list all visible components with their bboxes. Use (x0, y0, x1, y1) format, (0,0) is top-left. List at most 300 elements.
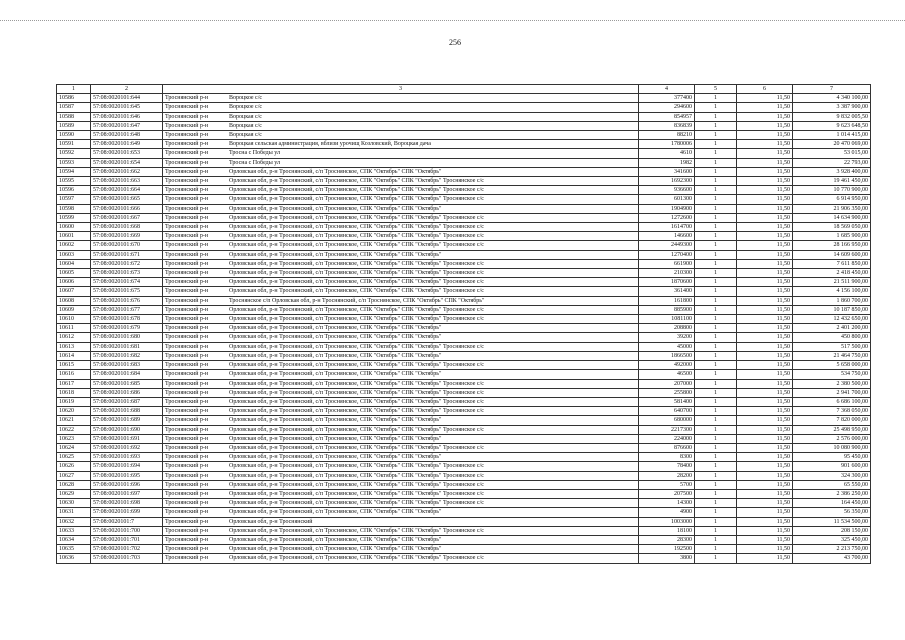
address-cell (163, 508, 639, 517)
table-row (57, 195, 871, 204)
table-row (57, 177, 871, 186)
district-label: Троснянский р-н (165, 168, 209, 175)
rate-cell: 11,50 (737, 471, 793, 480)
row-number-cell: 10620 (57, 407, 91, 416)
table-row (57, 204, 871, 213)
area-cell: 1692300 (639, 177, 695, 186)
location-text: Орловская обл, р-н Троснянский, с/п Троснянское, СПК "Октябрь" СПК "Октябрь" (229, 417, 442, 424)
row-number-cell: 10612 (57, 333, 91, 342)
coefficient-cell: 1 (695, 232, 737, 241)
cadastral-number-cell: 57:08:0020101:677 (91, 305, 163, 314)
coefficient-cell: 1 (695, 517, 737, 526)
coefficient-cell: 1 (695, 407, 737, 416)
location-text: Орловская обл, р-н Троснянский, с/п Троснянское, СПК "Октябрь" СПК "Октябрь" Троснянское с/с (229, 270, 484, 277)
row-number-cell: 10596 (57, 186, 91, 195)
district-label: Троснянский р-н (165, 279, 209, 286)
row-number-cell: 10636 (57, 554, 91, 563)
coefficient-cell: 1 (695, 241, 737, 250)
cadastral-value-cell: 10 187 850,00 (793, 305, 871, 314)
address-cell (163, 223, 639, 232)
rate-cell: 11,50 (737, 149, 793, 158)
district-label: Троснянский р-н (165, 104, 209, 111)
table-row (57, 499, 871, 508)
cadastral-value-cell: 18 569 050,00 (793, 223, 871, 232)
row-number-cell: 10609 (57, 305, 91, 314)
area-cell: 255800 (639, 388, 695, 397)
district-label: Троснянский р-н (165, 481, 209, 488)
row-number-cell: 10589 (57, 121, 91, 130)
row-number-cell: 10627 (57, 471, 91, 480)
location-text: Орловская обл, р-н Троснянский, с/п Троснянское, СПК "Октябрь" СПК "Октябрь" Троснянское с/с (229, 233, 484, 240)
rate-cell: 11,50 (737, 407, 793, 416)
address-cell (163, 204, 639, 213)
coefficient-cell: 1 (695, 103, 737, 112)
row-number-cell: 10628 (57, 480, 91, 489)
cadastral-number-cell: 57:08:0020101:649 (91, 140, 163, 149)
cadastral-number-cell: 57:08:0020101:7 (91, 517, 163, 526)
rate-cell: 11,50 (737, 103, 793, 112)
address-cell (163, 287, 639, 296)
cadastral-value-cell: 6 914 950,00 (793, 195, 871, 204)
area-cell: 45000 (639, 342, 695, 351)
area-cell: 294600 (639, 103, 695, 112)
table-row (57, 370, 871, 379)
rate-cell: 11,50 (737, 177, 793, 186)
table-row (57, 305, 871, 314)
row-number-cell: 10604 (57, 259, 91, 268)
address-cell (163, 324, 639, 333)
cadastral-number-cell: 57:08:0020101:685 (91, 379, 163, 388)
rate-cell: 11,50 (737, 131, 793, 140)
table-row (57, 535, 871, 544)
cadastral-value-cell: 1 860 700,00 (793, 296, 871, 305)
row-number-cell: 10611 (57, 324, 91, 333)
coefficient-cell: 1 (695, 167, 737, 176)
district-label: Троснянский р-н (165, 362, 209, 369)
location-text: Орловская обл, р-н Троснянский, с/п Троснянское, СПК "Октябрь" СПК "Октябрь" Троснянское с/с (229, 500, 484, 507)
table-row (57, 397, 871, 406)
district-label: Троснянский р-н (165, 187, 209, 194)
cadastral-value-cell: 20 470 069,00 (793, 140, 871, 149)
rate-cell: 11,50 (737, 305, 793, 314)
coefficient-cell: 1 (695, 204, 737, 213)
area-cell: 936600 (639, 186, 695, 195)
cadastral-number-cell: 57:08:0020101:644 (91, 94, 163, 103)
address-cell (163, 131, 639, 140)
coefficient-cell: 1 (695, 508, 737, 517)
cadastral-number-cell: 57:08:0020101:666 (91, 204, 163, 213)
table-row (57, 388, 871, 397)
address-cell (163, 499, 639, 508)
location-text: Орловская обл, р-н Троснянский, с/п Троснянское, СПК "Октябрь" СПК "Октябрь" (229, 205, 442, 212)
address-cell (163, 149, 639, 158)
cadastral-number-cell: 57:08:0020101:687 (91, 397, 163, 406)
cadastral-value-cell: 2 941 700,00 (793, 388, 871, 397)
cadastral-value-cell: 2 213 750,00 (793, 545, 871, 554)
table-row (57, 425, 871, 434)
rate-cell: 11,50 (737, 287, 793, 296)
area-cell: 1614700 (639, 223, 695, 232)
cadastral-number-cell: 57:08:0020101:683 (91, 361, 163, 370)
cadastral-number-cell: 57:08:0020101:668 (91, 223, 163, 232)
area-cell: 341600 (639, 167, 695, 176)
area-cell: 8300 (639, 453, 695, 462)
cadastral-value-cell: 14 634 900,00 (793, 213, 871, 222)
table-row (57, 351, 871, 360)
location-text: Вороцкая с/с (229, 132, 262, 139)
cadastral-value-cell: 1 685 900,00 (793, 232, 871, 241)
address-cell (163, 416, 639, 425)
address-cell (163, 167, 639, 176)
address-cell (163, 269, 639, 278)
location-text: Орловская обл, р-н Троснянский, с/п Троснянское, СПК "Октябрь" СПК "Октябрь" Троснянское с/с (229, 187, 484, 194)
row-number-cell: 10634 (57, 535, 91, 544)
coefficient-cell: 1 (695, 296, 737, 305)
rate-cell: 11,50 (737, 453, 793, 462)
district-label: Троснянский р-н (165, 224, 209, 231)
area-cell: 192500 (639, 545, 695, 554)
cadastral-number-cell: 57:08:0020101:662 (91, 167, 163, 176)
address-cell (163, 545, 639, 554)
rate-cell: 11,50 (737, 278, 793, 287)
district-label: Троснянский р-н (165, 454, 209, 461)
location-text: Орловская обл, р-н Троснянский, с/п Троснянское, СПК "Октябрь" СПК "Октябрь" Троснянское с/с (229, 380, 484, 387)
coefficient-cell: 1 (695, 443, 737, 452)
coefficient-cell: 1 (695, 388, 737, 397)
table-row (57, 103, 871, 112)
table-row (57, 333, 871, 342)
address-cell (163, 517, 639, 526)
district-label: Троснянский р-н (165, 472, 209, 479)
address-cell (163, 112, 639, 121)
table-row (57, 269, 871, 278)
address-cell (163, 94, 639, 103)
rate-cell: 11,50 (737, 250, 793, 259)
coefficient-cell: 1 (695, 462, 737, 471)
address-cell (163, 425, 639, 434)
table-row (57, 232, 871, 241)
address-cell (163, 140, 639, 149)
coefficient-cell: 1 (695, 305, 737, 314)
table-row (57, 250, 871, 259)
rate-cell: 11,50 (737, 554, 793, 563)
address-cell (163, 535, 639, 544)
row-number-cell: 10631 (57, 508, 91, 517)
cadastral-value-cell: 2 576 000,00 (793, 434, 871, 443)
cadastral-number-cell: 57:08:0020101:671 (91, 250, 163, 259)
location-text: Вороцкая сельская администрация, вблизи урочищ Козловский, Вороцкая дача (229, 141, 431, 148)
row-number-cell: 10615 (57, 361, 91, 370)
coefficient-cell: 1 (695, 158, 737, 167)
coefficient-cell: 1 (695, 186, 737, 195)
district-label: Троснянский р-н (165, 398, 209, 405)
location-text: Орловская обл, р-н Троснянский, с/п Троснянское, СПК "Октябрь" СПК "Октябрь" (229, 334, 442, 341)
area-cell: 224000 (639, 434, 695, 443)
rate-cell: 11,50 (737, 241, 793, 250)
table-row (57, 259, 871, 268)
location-text: Орловская обл, р-н Троснянский, с/п Троснянское, СПК "Октябрь" СПК "Октябрь" Троснянское с/с (229, 472, 484, 479)
coefficient-cell: 1 (695, 259, 737, 268)
row-number-cell: 10607 (57, 287, 91, 296)
coefficient-cell: 1 (695, 278, 737, 287)
row-number-cell: 10610 (57, 315, 91, 324)
cadastral-number-cell: 57:08:0020101:680 (91, 333, 163, 342)
coefficient-cell: 1 (695, 333, 737, 342)
address-cell (163, 333, 639, 342)
cadastral-value-cell: 7 611 850,00 (793, 259, 871, 268)
row-number-cell: 10616 (57, 370, 91, 379)
area-cell: 5700 (639, 480, 695, 489)
rate-cell: 11,50 (737, 517, 793, 526)
row-number-cell: 10626 (57, 462, 91, 471)
coefficient-cell: 1 (695, 269, 737, 278)
rate-cell: 11,50 (737, 480, 793, 489)
rate-cell: 11,50 (737, 232, 793, 241)
table-row (57, 112, 871, 121)
row-number-cell: 10588 (57, 112, 91, 121)
address-cell (163, 232, 639, 241)
location-text: Орловская обл, р-н Троснянский, с/п Троснянское, СПК "Октябрь" СПК "Октябрь" Троснянское с/с (229, 555, 484, 562)
cadastral-number-cell: 57:08:0020101:679 (91, 324, 163, 333)
location-text: Орловская обл, р-н Троснянский, с/п Троснянское, СПК "Октябрь" СПК "Октябрь" (229, 352, 442, 359)
district-label: Троснянский р-н (165, 297, 209, 304)
address-cell (163, 158, 639, 167)
address-cell (163, 388, 639, 397)
cadastral-number-cell: 57:08:0020101:665 (91, 195, 163, 204)
area-cell: 2449300 (639, 241, 695, 250)
cadastral-value-cell: 28 166 950,00 (793, 241, 871, 250)
cadastral-number-cell: 57:08:0020101:696 (91, 480, 163, 489)
district-label: Троснянский р-н (165, 159, 209, 166)
location-text: Орловская обл, р-н Троснянский, с/п Троснянское, СПК "Октябрь" СПК "Октябрь" Троснянское с/с (229, 389, 484, 396)
coefficient-cell: 1 (695, 223, 737, 232)
cadastral-value-table (56, 84, 871, 564)
row-number-cell: 10618 (57, 388, 91, 397)
cadastral-value-cell: 12 432 650,00 (793, 315, 871, 324)
coefficient-cell: 1 (695, 370, 737, 379)
row-number-cell: 10613 (57, 342, 91, 351)
address-cell (163, 241, 639, 250)
header-row (57, 85, 871, 94)
address-cell (163, 554, 639, 563)
row-number-cell: 10606 (57, 278, 91, 287)
location-text: Орловская обл, р-н Троснянский, с/п Троснянское, СПК "Октябрь" СПК "Октябрь" Троснянское с/с (229, 426, 484, 433)
cadastral-number-cell: 57:08:0020101:681 (91, 342, 163, 351)
cadastral-number-cell: 57:08:0020101:667 (91, 213, 163, 222)
cadastral-value-cell: 1 014 415,00 (793, 131, 871, 140)
area-cell: 4610 (639, 149, 695, 158)
cadastral-number-cell: 57:08:0020101:669 (91, 232, 163, 241)
area-cell: 208800 (639, 324, 695, 333)
table-row (57, 167, 871, 176)
location-text: Вороцкое с/с (229, 104, 263, 111)
rate-cell: 11,50 (737, 499, 793, 508)
coefficient-cell: 1 (695, 315, 737, 324)
district-label: Троснянский р-н (165, 536, 209, 543)
cadastral-number-cell: 57:08:0020101:684 (91, 370, 163, 379)
table-row (57, 517, 871, 526)
cadastral-number-cell: 57:08:0020101:699 (91, 508, 163, 517)
area-cell: 581400 (639, 397, 695, 406)
row-number-cell: 10599 (57, 213, 91, 222)
row-number-cell: 10605 (57, 269, 91, 278)
location-text: Орловская обл, р-н Троснянский, с/п Троснянское, СПК "Октябрь" СПК "Октябрь" (229, 536, 442, 543)
cadastral-number-cell: 57:08:0020101:678 (91, 315, 163, 324)
header-cell-3: 3 (163, 85, 639, 94)
rate-cell: 11,50 (737, 259, 793, 268)
coefficient-cell: 1 (695, 379, 737, 388)
coefficient-cell: 1 (695, 480, 737, 489)
row-number-cell: 10630 (57, 499, 91, 508)
area-cell: 146600 (639, 232, 695, 241)
scan-edge-line (0, 20, 905, 23)
cadastral-value-cell: 10 080 900,00 (793, 443, 871, 452)
rate-cell: 11,50 (737, 397, 793, 406)
rate-cell: 11,50 (737, 333, 793, 342)
district-label: Троснянский р-н (165, 113, 209, 120)
coefficient-cell: 1 (695, 416, 737, 425)
cadastral-number-cell: 57:08:0020101:672 (91, 259, 163, 268)
row-number-cell: 10633 (57, 526, 91, 535)
district-label: Троснянский р-н (165, 141, 209, 148)
address-cell (163, 480, 639, 489)
location-text: Орловская обл, р-н Троснянский, с/п Троснянское, СПК "Октябрь" СПК "Октябрь" Троснянское с/с (229, 362, 484, 369)
row-number-cell: 10587 (57, 103, 91, 112)
rate-cell: 11,50 (737, 324, 793, 333)
district-label: Троснянский р-н (165, 122, 209, 129)
table-row (57, 471, 871, 480)
location-text: Орловская обл, р-н Троснянский, с/п Троснянское, СПК "Октябрь" СПК "Октябрь" Троснянское с/с (229, 178, 484, 185)
rate-cell: 11,50 (737, 351, 793, 360)
cadastral-number-cell: 57:08:0020101:693 (91, 453, 163, 462)
table-body (57, 94, 871, 563)
area-cell: 1003000 (639, 517, 695, 526)
district-label: Троснянский р-н (165, 371, 209, 378)
district-label: Троснянский р-н (165, 178, 209, 185)
table-row (57, 287, 871, 296)
row-number-cell: 10608 (57, 296, 91, 305)
cadastral-number-cell: 57:08:0020101:645 (91, 103, 163, 112)
table-row (57, 342, 871, 351)
location-text: Вороцкая с/с (229, 113, 262, 120)
location-text: Орловская обл, р-н Троснянский, с/п Троснянское, СПК "Октябрь" СПК "Октябрь" Троснянское с/с (229, 288, 484, 295)
address-cell (163, 186, 639, 195)
area-cell: 876600 (639, 443, 695, 452)
district-label: Троснянский р-н (165, 518, 209, 525)
district-label: Троснянский р-н (165, 408, 209, 415)
district-label: Троснянский р-н (165, 463, 209, 470)
area-cell: 1904900 (639, 204, 695, 213)
cadastral-number-cell: 57:08:0020101:697 (91, 489, 163, 498)
coefficient-cell: 1 (695, 453, 737, 462)
coefficient-cell: 1 (695, 471, 737, 480)
coefficient-cell: 1 (695, 397, 737, 406)
rate-cell: 11,50 (737, 434, 793, 443)
table-row (57, 278, 871, 287)
table-row (57, 223, 871, 232)
cadastral-value-cell: 65 550,00 (793, 480, 871, 489)
cadastral-value-cell: 4 156 100,00 (793, 287, 871, 296)
rate-cell: 11,50 (737, 140, 793, 149)
cadastral-number-cell: 57:08:0020101:646 (91, 112, 163, 121)
table-row (57, 186, 871, 195)
rate-cell: 11,50 (737, 416, 793, 425)
cadastral-value-cell: 450 800,00 (793, 333, 871, 342)
location-text: Орловская обл, р-н Троснянский, с/п Троснянское, СПК "Октябрь" СПК "Октябрь" Троснянское с/с (229, 463, 484, 470)
cadastral-value-cell: 164 450,00 (793, 499, 871, 508)
cadastral-number-cell: 57:08:0020101:675 (91, 287, 163, 296)
cadastral-number-cell: 57:08:0020101:670 (91, 241, 163, 250)
area-cell: 207000 (639, 379, 695, 388)
cadastral-number-cell: 57:08:0020101:676 (91, 296, 163, 305)
cadastral-value-cell: 11 534 500,00 (793, 517, 871, 526)
cadastral-value-cell: 21 464 750,00 (793, 351, 871, 360)
cadastral-value-cell: 25 498 950,00 (793, 425, 871, 434)
table-row (57, 131, 871, 140)
cadastral-value-cell: 208 150,00 (793, 526, 871, 535)
cadastral-number-cell: 57:08:0020101:689 (91, 416, 163, 425)
cadastral-number-cell: 57:08:0020101:701 (91, 535, 163, 544)
cadastral-value-cell: 43 700,00 (793, 554, 871, 563)
cadastral-value-cell: 3 387 900,00 (793, 103, 871, 112)
area-cell: 640700 (639, 407, 695, 416)
cadastral-number-cell: 57:08:0020101:688 (91, 407, 163, 416)
cadastral-number-cell: 57:08:0020101:673 (91, 269, 163, 278)
cadastral-value-cell: 901 600,00 (793, 462, 871, 471)
area-cell: 377400 (639, 94, 695, 103)
table-row (57, 416, 871, 425)
cadastral-number-cell: 57:08:0020101:647 (91, 121, 163, 130)
district-label: Троснянский р-н (165, 288, 209, 295)
cadastral-value-cell: 56 350,00 (793, 508, 871, 517)
location-text: Орловская обл, р-н Троснянский, с/п Троснянское, СПК "Октябрь" СПК "Октябрь" Троснянское с/с (229, 481, 484, 488)
rate-cell: 11,50 (737, 296, 793, 305)
coefficient-cell: 1 (695, 535, 737, 544)
area-cell: 492000 (639, 361, 695, 370)
table-row (57, 443, 871, 452)
row-number-cell: 10629 (57, 489, 91, 498)
cadastral-value-cell: 53 015,00 (793, 149, 871, 158)
address-cell (163, 351, 639, 360)
cadastral-number-cell: 57:08:0020101:682 (91, 351, 163, 360)
address-cell (163, 397, 639, 406)
location-text: Орловская обл, р-н Троснянский, с/п Троснянское, СПК "Октябрь" СПК "Октябрь" Троснянское с/с (229, 196, 484, 203)
area-cell: 854957 (639, 112, 695, 121)
district-label: Троснянский р-н (165, 325, 209, 332)
area-cell: 39200 (639, 333, 695, 342)
rate-cell: 11,50 (737, 94, 793, 103)
page-number: 256 (449, 38, 461, 47)
row-number-cell: 10594 (57, 167, 91, 176)
cadastral-value-cell: 517 500,00 (793, 342, 871, 351)
district-label: Троснянский р-н (165, 196, 209, 203)
area-cell: 836839 (639, 121, 695, 130)
area-cell: 1270400 (639, 250, 695, 259)
row-number-cell: 10625 (57, 453, 91, 462)
location-text: Орловская обл, р-н Троснянский, с/п Троснянское, СПК "Октябрь" СПК "Октябрь" Троснянское с/с (229, 306, 484, 313)
cadastral-value-cell: 6 686 100,00 (793, 397, 871, 406)
address-cell (163, 379, 639, 388)
coefficient-cell: 1 (695, 526, 737, 535)
district-label: Троснянский р-н (165, 527, 209, 534)
rate-cell: 11,50 (737, 213, 793, 222)
location-text: Орловская обл, р-н Троснянский (229, 518, 313, 525)
coefficient-cell: 1 (695, 250, 737, 259)
district-label: Троснянский р-н (165, 380, 209, 387)
area-cell: 601300 (639, 195, 695, 204)
coefficient-cell: 1 (695, 554, 737, 563)
location-text: Орловская обл, р-н Троснянский, с/п Троснянское, СПК "Октябрь" СПК "Октябрь" Троснянское с/с (229, 260, 484, 267)
